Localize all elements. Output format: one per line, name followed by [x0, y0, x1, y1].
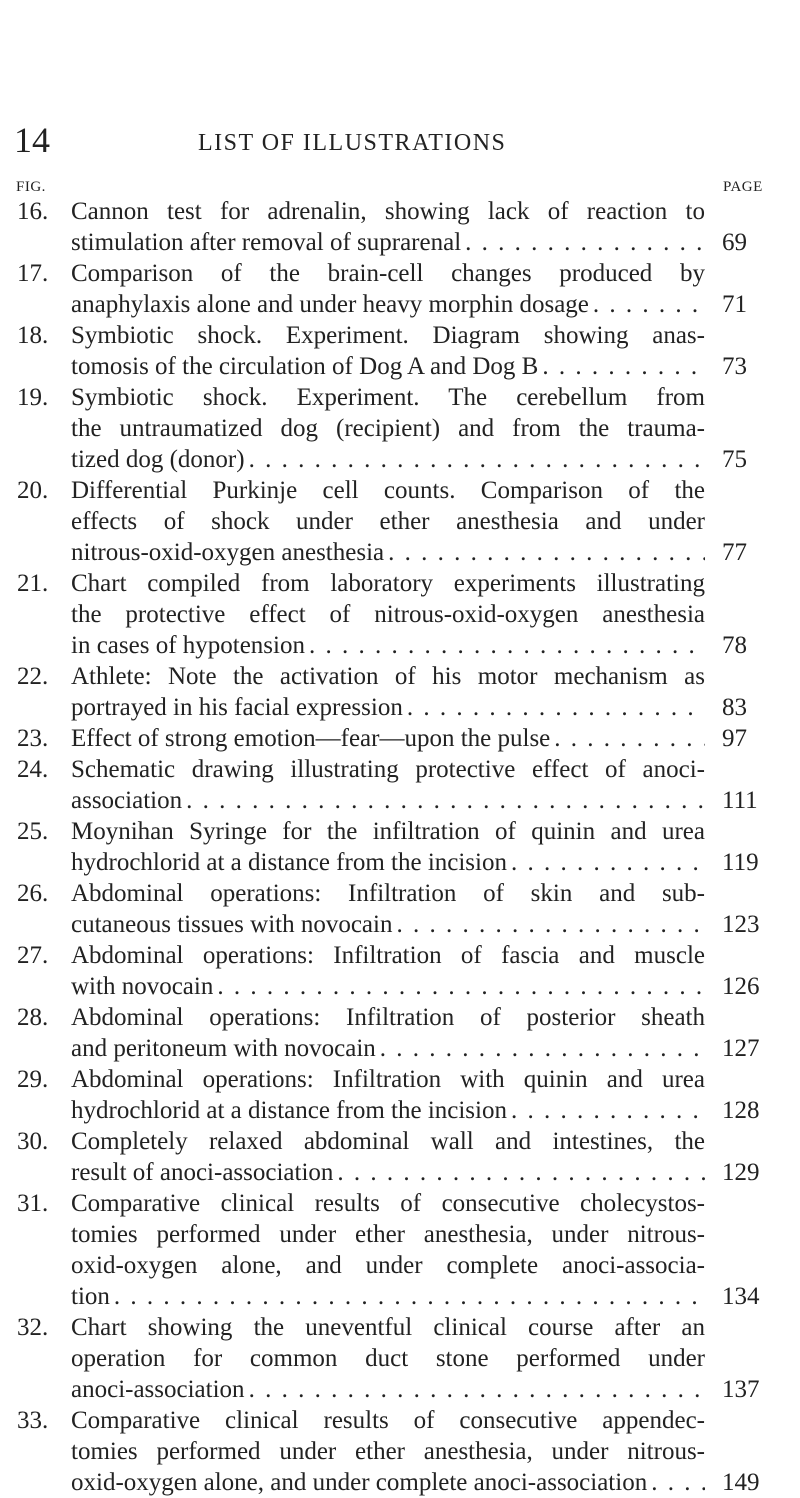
- leader-dots: [110, 1281, 705, 1312]
- page-reference: 78: [722, 632, 747, 659]
- caption-last-line: [71, 785, 705, 816]
- list-item: [0, 754, 800, 816]
- figure-caption: [71, 754, 705, 816]
- caption-line: hydrochlorid at a distance from the incision: [71, 849, 507, 876]
- caption-line: result of anoci-association: [71, 1159, 334, 1186]
- list-item: [0, 196, 800, 258]
- figure-number: 30.: [17, 1128, 49, 1155]
- figure-caption: [71, 382, 705, 475]
- page-reference: 83: [722, 694, 747, 721]
- leader-dots: [333, 1157, 705, 1188]
- caption-last-line: [71, 1095, 705, 1126]
- figure-number: 25.: [17, 818, 49, 845]
- caption-line: portrayed in his facial expression: [71, 694, 403, 721]
- figure-caption: [71, 196, 705, 258]
- caption-line: Comparison of the brain-cell changes produced by: [71, 260, 705, 287]
- figure-number: 23.: [17, 725, 49, 752]
- figure-caption: [71, 1188, 705, 1312]
- figure-number: 22.: [17, 663, 49, 690]
- page-reference: 123: [722, 911, 760, 938]
- caption-line: with novocain: [71, 973, 214, 1000]
- figure-number: 33.: [17, 1407, 49, 1434]
- list-item: [0, 878, 800, 940]
- caption-line: oxid-oxygen alone, and under complete anoci-associa-: [71, 1252, 705, 1279]
- running-title: LIST OF ILLUSTRATIONS: [198, 130, 507, 156]
- leader-dots: [550, 723, 705, 754]
- page-reference: 128: [722, 1097, 760, 1124]
- caption-line: tomosis of the circulation of Dog A and Dog B: [71, 353, 539, 380]
- caption-line: Abdominal operations: Infiltration of posterior sheath: [71, 1004, 705, 1031]
- page-reference: 69: [722, 229, 747, 256]
- figure-number: 18.: [17, 322, 49, 349]
- figure-number: 29.: [17, 1066, 49, 1093]
- caption-line: Symbiotic shock. Experiment. The cerebellum from: [71, 384, 705, 411]
- caption-line: the untraumatized dog (recipient) and from the trauma-: [71, 415, 705, 442]
- caption-last-line: [71, 1033, 705, 1064]
- figure-number: 17.: [17, 260, 49, 287]
- page-reference: 137: [722, 1376, 760, 1403]
- figure-caption: [71, 940, 705, 1002]
- list-item: [0, 1126, 800, 1188]
- caption-line: tion: [71, 1283, 110, 1310]
- figure-number: 26.: [17, 880, 49, 907]
- figure-number: 19.: [17, 384, 49, 411]
- page-reference: 127: [722, 1035, 760, 1062]
- figure-caption: [71, 723, 705, 754]
- caption-line: stimulation after removal of suprarenal: [71, 229, 462, 256]
- list-item: [0, 1312, 800, 1405]
- page-reference: 134: [722, 1283, 760, 1310]
- list-item: [0, 661, 800, 723]
- caption-last-line: [71, 847, 705, 878]
- caption-line: Abdominal operations: Infiltration of fascia and muscle: [71, 942, 705, 969]
- list-item: [0, 940, 800, 1002]
- figure-caption: [71, 661, 705, 723]
- leader-dots: [245, 444, 705, 475]
- figure-number: 16.: [17, 198, 49, 225]
- leader-dots: [182, 785, 705, 816]
- figure-number: 20.: [17, 477, 49, 504]
- caption-last-line: [71, 1467, 705, 1498]
- caption-line: Completely relaxed abdominal wall and intestines, the: [71, 1128, 705, 1155]
- figure-number: 24.: [17, 756, 49, 783]
- list-item: [0, 1188, 800, 1312]
- page-reference: 73: [722, 353, 747, 380]
- figure-caption: [71, 1405, 705, 1498]
- page-reference: 149: [722, 1469, 760, 1496]
- fig-column-label: FIG.: [16, 179, 46, 195]
- leader-dots: [392, 909, 705, 940]
- caption-line: tomies performed under ether anesthesia, under nitrous-: [71, 1438, 705, 1465]
- caption-line: Differential Purkinje cell counts. Comparison of the: [71, 477, 705, 504]
- figure-number: 28.: [17, 1004, 49, 1031]
- figure-number: 21.: [17, 570, 49, 597]
- leader-dots: [384, 537, 705, 568]
- caption-last-line: [71, 1374, 705, 1405]
- page-reference: 77: [722, 539, 747, 566]
- leader-dots: [213, 971, 705, 1002]
- page-reference: 75: [722, 446, 747, 473]
- caption-line: hydrochlorid at a distance from the incision: [71, 1097, 507, 1124]
- figure-caption: [71, 1002, 705, 1064]
- caption-last-line: [71, 630, 705, 661]
- illustrations-list: [0, 196, 800, 1498]
- figure-caption: [71, 1064, 705, 1126]
- caption-line: Schematic drawing illustrating protective effect of anoci-: [71, 756, 705, 783]
- caption-line: the protective effect of nitrous-oxid-oxygen anesthesia: [71, 601, 705, 628]
- page-reference: 71: [722, 291, 747, 318]
- caption-line: association: [71, 787, 183, 814]
- list-item: [0, 320, 800, 382]
- caption-last-line: [71, 289, 705, 320]
- list-item: [0, 816, 800, 878]
- caption-last-line: [71, 723, 705, 754]
- caption-line: Effect of strong emotion—fear—upon the pulse: [71, 725, 551, 752]
- caption-line: Abdominal operations: Infiltration of skin and sub-: [71, 880, 705, 907]
- caption-line: anoci-association: [71, 1376, 245, 1403]
- caption-line: Abdominal operations: Infiltration with quinin and urea: [71, 1066, 705, 1093]
- figure-number: 31.: [17, 1190, 49, 1217]
- page-header: [0, 120, 800, 160]
- page-reference: 97: [722, 725, 747, 752]
- caption-line: effects of shock under ether anesthesia and under: [71, 508, 705, 535]
- caption-line: Symbiotic shock. Experiment. Diagram showing anas-: [71, 322, 705, 349]
- page-number: 14: [14, 120, 50, 160]
- caption-line: Comparative clinical results of consecutive appendec-: [71, 1407, 705, 1434]
- caption-line: tomies performed under ether anesthesia, under nitrous-: [71, 1221, 705, 1248]
- page-reference: 129: [722, 1159, 760, 1186]
- caption-line: in cases of hypotension: [71, 632, 305, 659]
- caption-last-line: [71, 351, 705, 382]
- caption-last-line: [71, 692, 705, 723]
- caption-line: Comparative clinical results of consecutive cholecystos-: [71, 1190, 705, 1217]
- figure-caption: [71, 816, 705, 878]
- leader-dots: [403, 692, 705, 723]
- figure-caption: [71, 258, 705, 320]
- page-reference: 111: [722, 787, 758, 814]
- list-item: [0, 1002, 800, 1064]
- list-item: [0, 1064, 800, 1126]
- leader-dots: [538, 351, 705, 382]
- leader-dots: [305, 630, 705, 661]
- page-reference: 126: [722, 973, 760, 1000]
- list-item: [0, 1405, 800, 1498]
- figure-caption: [71, 878, 705, 940]
- caption-last-line: [71, 971, 705, 1002]
- figure-caption: [71, 568, 705, 661]
- caption-line: cutaneous tissues with novocain: [71, 911, 393, 938]
- caption-last-line: [71, 909, 705, 940]
- caption-line: Chart showing the uneventful clinical course after an: [71, 1314, 705, 1341]
- caption-line: tized dog (donor): [71, 446, 245, 473]
- caption-last-line: [71, 1281, 705, 1312]
- figure-caption: [71, 1312, 705, 1405]
- figure-number: 32.: [17, 1314, 49, 1341]
- list-item: [0, 382, 800, 475]
- figure-caption: [71, 320, 705, 382]
- caption-line: nitrous-oxid-oxygen anesthesia: [71, 539, 385, 566]
- caption-line: Cannon test for adrenalin, showing lack of reaction to: [71, 198, 705, 225]
- caption-last-line: [71, 444, 705, 475]
- list-item: [0, 258, 800, 320]
- leader-dots: [647, 1467, 705, 1498]
- figure-caption: [71, 475, 705, 568]
- figure-caption: [71, 1126, 705, 1188]
- leader-dots: [376, 1033, 705, 1064]
- leader-dots: [507, 1095, 705, 1126]
- caption-line: anaphylaxis alone and under heavy morphin dosage: [71, 291, 589, 318]
- leader-dots: [507, 847, 705, 878]
- caption-line: oxid-oxygen alone, and under complete anoci-association: [71, 1469, 648, 1496]
- caption-line: Athlete: Note the activation of his motor mechanism as: [71, 663, 705, 690]
- caption-last-line: [71, 1157, 705, 1188]
- caption-last-line: [71, 537, 705, 568]
- caption-line: operation for common duct stone performed under: [71, 1345, 705, 1372]
- page-reference: 119: [722, 849, 759, 876]
- leader-dots: [245, 1374, 705, 1405]
- figure-number: 27.: [17, 942, 49, 969]
- list-item: [0, 723, 800, 754]
- leader-dots: [589, 289, 705, 320]
- caption-line: Moynihan Syringe for the infiltration of quinin and urea: [71, 818, 705, 845]
- list-item: [0, 475, 800, 568]
- list-item: [0, 568, 800, 661]
- caption-line: and peritoneum with novocain: [71, 1035, 376, 1062]
- caption-last-line: [71, 227, 705, 258]
- leader-dots: [461, 227, 705, 258]
- page-column-label: PAGE: [723, 179, 763, 195]
- caption-line: Chart compiled from laboratory experiments illustrating: [71, 570, 705, 597]
